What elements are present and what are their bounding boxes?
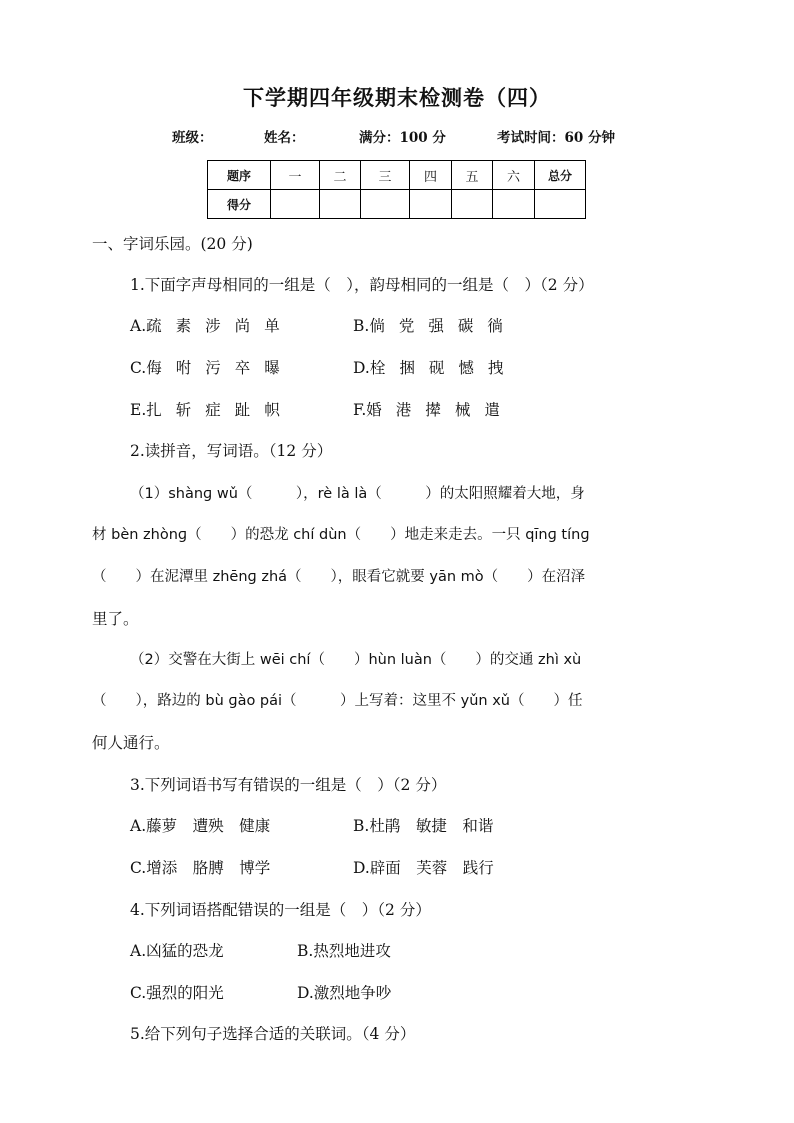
col-4: 四: [410, 161, 452, 190]
q1-option-c: C.侮 咐 污 卒 曝: [130, 359, 280, 377]
col-5: 五: [452, 161, 493, 190]
q4-option-c: C.强烈的阳光: [130, 984, 224, 1002]
q1-option-d: D.栓 捆 砚 憾 拽: [353, 359, 504, 377]
full-score-label: 满分：100 分: [359, 130, 446, 146]
col-total: 总分: [535, 161, 586, 190]
class-label: 班级：: [172, 130, 213, 146]
score-cell-1[interactable]: [271, 190, 320, 219]
score-cell-total[interactable]: [535, 190, 586, 219]
score-cell-6[interactable]: [493, 190, 535, 219]
score-table-header-row: [208, 161, 586, 190]
exam-time-label: 考试时间：60 分钟: [497, 130, 615, 146]
score-table: [207, 160, 586, 219]
score-cell-5[interactable]: [452, 190, 493, 219]
q1-option-e: E.扎 斩 症 趾 帜: [130, 401, 280, 419]
col-1: 一: [271, 161, 320, 190]
q3-option-c: C.增添 胳膊 博学: [130, 859, 271, 877]
q2-p2-line-1: （2）交警在大街上 wēi chí（ ）hùn luàn（ ）的交通 zhì xù: [130, 652, 582, 668]
q3-stem: 3.下列词语书写有错误的一组是（ ）（2 分）: [130, 776, 447, 794]
score-cell-4[interactable]: [410, 190, 452, 219]
q2-stem: 2.读拼音，写词语。（12 分）: [130, 442, 333, 460]
q4-option-b: B.热烈地进攻: [297, 942, 391, 960]
q1-stem: 1.下面字声母相同的一组是（ ），韵母相同的一组是（ ）（2 分）: [130, 276, 594, 294]
q1-option-b: B.倘 党 强 碳 徜: [353, 317, 503, 335]
q4-option-d: D.激烈地争吵: [297, 984, 392, 1002]
q2-p1-line-3: （ ）在泥潭里 zhēnɡ zhá（ ），眼看它就要 yān mò（ ）在沼泽: [92, 569, 586, 585]
q2-p1-line-1: （1）shànɡ wǔ（ ），rè là là（ ）的太阳照耀着大地，身: [130, 486, 585, 502]
q4-option-a: A.凶猛的恐龙: [130, 942, 224, 960]
row-header-order: 题序: [208, 161, 271, 190]
score-table-score-row: [208, 190, 586, 219]
q4-stem: 4.下列词语搭配错误的一组是（ ）（2 分）: [130, 901, 431, 919]
q3-option-b: B.杜鹃 敏捷 和谐: [353, 817, 494, 835]
q3-option-d: D.辟面 芙蓉 践行: [353, 859, 494, 877]
name-label: 姓名：: [264, 130, 305, 146]
q1-option-f: F.婚 港 撵 械 遣: [353, 401, 500, 419]
q1-option-a: A.疏 素 涉 尚 单: [130, 317, 280, 335]
q2-p1-line-2: 材 bèn zhònɡ（ ）的恐龙 chí dùn（ ）地走来走去。一只 qīnɡ tínɡ: [92, 527, 590, 543]
q3-option-a: A.藤萝 遭殃 健康: [130, 817, 271, 835]
q2-p2-line-3: 何人通行。: [92, 734, 170, 752]
section-1-heading: 一、字词乐园。(20 分): [92, 235, 253, 253]
row-header-score: 得分: [208, 190, 271, 219]
score-cell-3[interactable]: [361, 190, 410, 219]
col-6: 六: [493, 161, 535, 190]
page-title: 下学期四年级期末检测卷（四）: [243, 86, 551, 110]
q5-stem: 5.给下列句子选择合适的关联词。（4 分）: [130, 1025, 416, 1043]
col-3: 三: [361, 161, 410, 190]
q2-p2-line-2: （ ），路边的 bù ɡào pái（ ）上写着：这里不 yǔn xǔ（ ）任: [92, 693, 583, 709]
score-cell-2[interactable]: [320, 190, 361, 219]
q2-p1-line-4: 里了。: [92, 610, 139, 628]
col-2: 二: [320, 161, 361, 190]
